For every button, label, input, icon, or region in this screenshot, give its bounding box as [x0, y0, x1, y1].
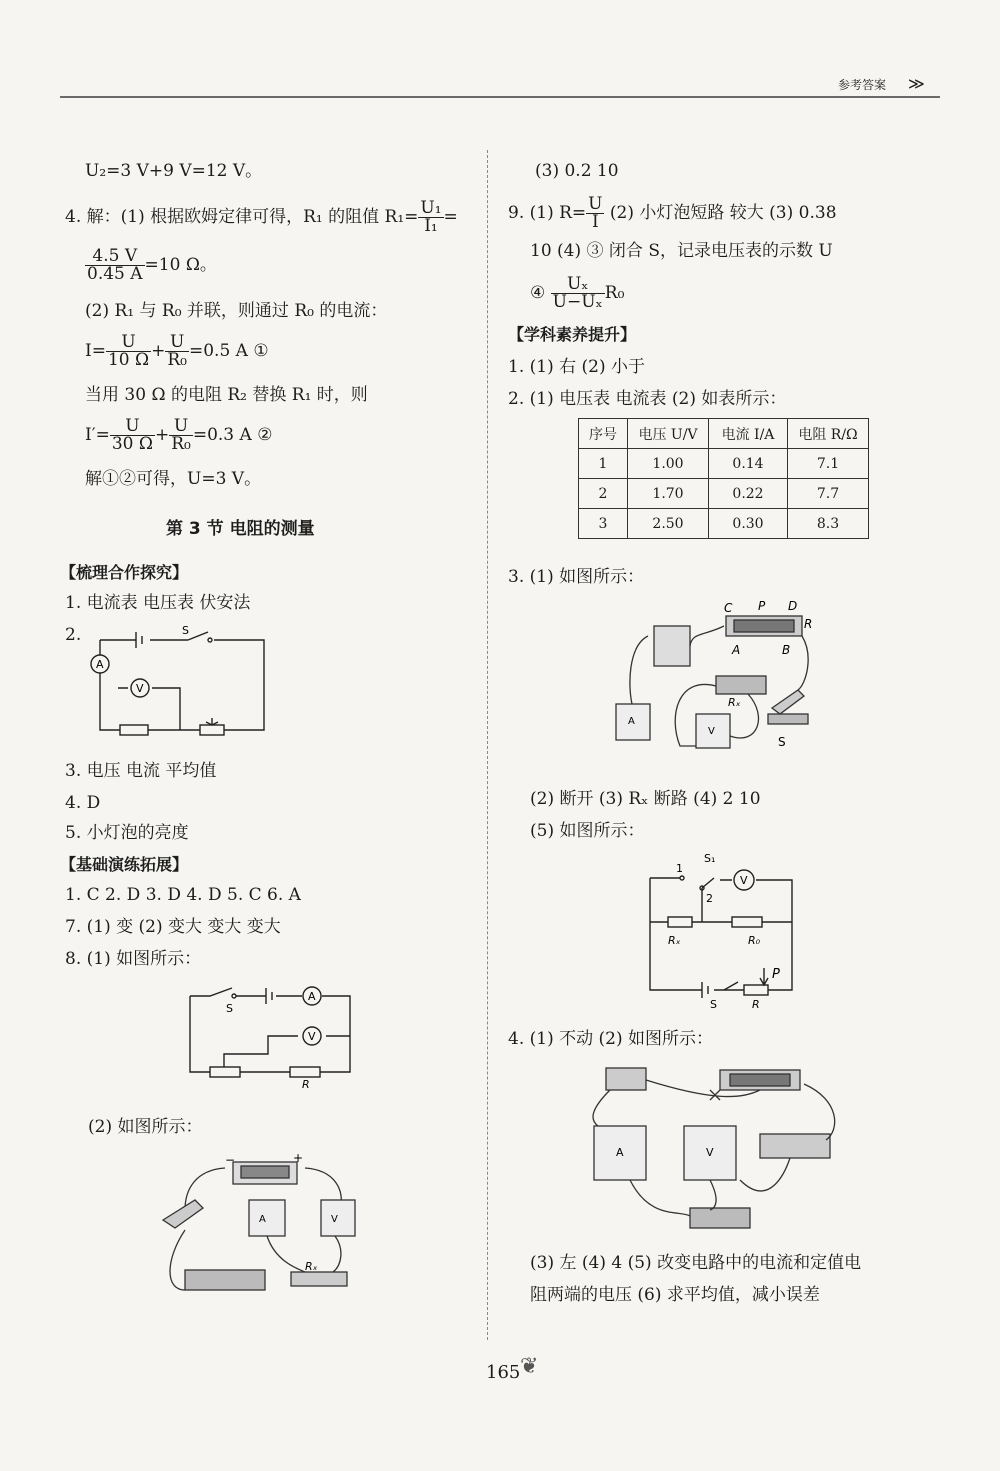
voltmeter-label: V [706, 1146, 714, 1159]
answer-9-cont: 10 (4) ③ 闭合 S，记录电压表的示数 U [530, 241, 833, 261]
label-1: 1 [676, 862, 683, 875]
literacy-2: 2. (1) 电压表 电流表 (2) 如表所示： [508, 389, 787, 409]
literacy-1: 1. (1) 右 (2) 小于 [508, 357, 645, 377]
left-line-8: 解①②可得，U=3 V。 [85, 469, 262, 489]
literacy-4-cont: 阻两端的电压 (6) 求平均值，减小误差 [530, 1285, 820, 1305]
label-rx: Rₓ [305, 1260, 318, 1273]
left-line-3: $\frac{4.5 V}{0.45 A}$ =10 Ω。 [87, 246, 217, 284]
voltmeter-label: V [708, 726, 715, 737]
basic-8: 8. (1) 如图所示： [65, 949, 202, 969]
fraction: $\frac{U}{\text{R₀}}$ [167, 332, 187, 370]
label-rx: Rₓ [668, 934, 681, 947]
label-d: D [788, 599, 798, 613]
voltmeter-label: V [331, 1214, 338, 1225]
label-p: P [772, 967, 780, 982]
answer-9-formula: ④ $\frac{\text{Uₓ}}{\text{U−Uₓ}}$ R₀ [530, 274, 625, 312]
table-row: 1 1.00 0.14 7.1 [579, 449, 869, 479]
ammeter-label: A [96, 658, 104, 671]
label-s: S [182, 624, 189, 637]
literacy-4: 4. (1) 不动 (2) 如图所示： [508, 1029, 713, 1049]
fraction: $\frac{\text{Uₓ}}{\text{U−Uₓ}}$ [552, 274, 603, 312]
table-row: 2 1.70 0.22 7.7 [579, 479, 869, 509]
page-number: 165 [486, 1362, 521, 1383]
fraction: $\frac{U}{30 \Omega}$ [111, 416, 153, 454]
ammeter-label: A [616, 1146, 624, 1159]
basic-7: 7. (1) 变 (2) 变大 变大 变大 [65, 917, 281, 937]
answer-4: 4. D [65, 793, 101, 813]
left-line-1: U₂=3 V+9 V=12 V。 [85, 161, 263, 181]
arrow-icon: ≫ [908, 74, 925, 93]
apparatus-drawing-3-1 [608, 596, 828, 766]
swirl-icon: ❦ [520, 1354, 539, 1379]
apparatus-drawing-8-2 [155, 1150, 365, 1310]
ammeter-label: A [628, 716, 635, 727]
label-b: B [782, 643, 791, 657]
section-title: 第 3 节 电阻的测量 [166, 519, 315, 539]
label-a: A [732, 643, 741, 657]
minus-terminal: − [225, 1153, 236, 1167]
literacy-4-3: (3) 左 (4) 4 (5) 改变电路中的电流和定值电 [530, 1253, 862, 1273]
label-rx: Rₓ [728, 696, 741, 709]
answer-2: 2. [65, 625, 82, 645]
left-line-7: I′= $\frac{U}{30 \Omega}$ + $\frac{U}{\text{R₀}}$ =0.3 A ② [85, 416, 273, 454]
label-p: P [758, 599, 766, 613]
data-table [578, 418, 869, 539]
basic-8-2: (2) 如图所示： [88, 1117, 203, 1137]
label-s1: S₁ [704, 852, 716, 865]
left-line-5: I= $\frac{U}{10 \Omega}$ + $\frac{U}{\text{R₀}}$ =0.5 A ① [85, 332, 269, 370]
circuit-diagram-voltammeter [88, 626, 278, 746]
fraction: $\frac{4.5 V}{0.45 A}$ [87, 246, 143, 284]
ammeter-label: A [308, 990, 316, 1003]
answer-5: 5. 小灯泡的亮度 [65, 823, 189, 843]
label-r: R [302, 1078, 310, 1091]
label-r: R [752, 998, 760, 1011]
fraction: $\frac{U}{10 \Omega}$ [107, 332, 150, 370]
column-divider [487, 150, 488, 1340]
label-s: S [710, 998, 717, 1011]
plus-terminal: + [293, 1151, 304, 1165]
circuit-diagram-3-5 [640, 850, 810, 1010]
heading-sort-explore: 【梳理合作探究】 [60, 563, 189, 582]
apparatus-drawing-4 [590, 1060, 850, 1240]
answer-3: 3. 电压 电流 平均值 [65, 761, 217, 781]
voltmeter-label: V [308, 1030, 316, 1043]
label-c: C [724, 601, 733, 615]
literacy-3-2: (2) 断开 (3) Rₓ 断路 (4) 2 10 [530, 789, 761, 809]
literacy-3-5: (5) 如图所示： [530, 821, 645, 841]
fraction: $\frac{\text{U₁}}{\text{I₁}}$ [420, 198, 442, 236]
right-line-0: (3) 0.2 10 [535, 161, 619, 181]
circuit-diagram-8-1 [180, 984, 360, 1091]
header-title: 参考答案 [838, 78, 887, 92]
ammeter-label: A [259, 1214, 266, 1225]
label-r0: R₀ [748, 934, 761, 947]
left-line-2: 4. 解：(1) 根据欧姆定律可得，R₁ 的阻值 R₁= $\frac{\text{U₁}}{\text{I₁}}$ = [65, 198, 458, 236]
literacy-3: 3. (1) 如图所示： [508, 567, 645, 587]
fraction: $\frac{U}{I}$ [588, 194, 603, 232]
label-s: S [778, 735, 786, 749]
label-r: R [804, 617, 813, 631]
table-row: 3 2.50 0.30 8.3 [579, 509, 869, 539]
voltmeter-label: V [136, 682, 144, 695]
answer-9: 9. (1) R= $\frac{U}{I}$ (2) 小灯泡短路 较大 (3) 0.38 [508, 194, 837, 232]
header-rule [60, 96, 940, 98]
left-line-4: (2) R₁ 与 R₀ 并联，则通过 R₀ 的电流： [85, 301, 388, 321]
answer-1: 1. 电流表 电压表 伏安法 [65, 593, 251, 613]
label-s: S [226, 1002, 233, 1015]
fraction: $\frac{U}{\text{R₀}}$ [171, 416, 191, 454]
left-line-6: 当用 30 Ω 的电阻 R₂ 替换 R₁ 时，则 [85, 385, 368, 405]
label-2: 2 [706, 892, 713, 905]
heading-literacy: 【学科素养提升】 [508, 325, 637, 344]
voltmeter-label: V [740, 874, 748, 887]
heading-basic-practice: 【基础演练拓展】 [60, 855, 189, 874]
table-header: 序号 电压 U/V 电流 I/A 电阻 R/Ω [579, 419, 869, 449]
basic-1-6: 1. C 2. D 3. D 4. D 5. C 6. A [65, 885, 301, 905]
